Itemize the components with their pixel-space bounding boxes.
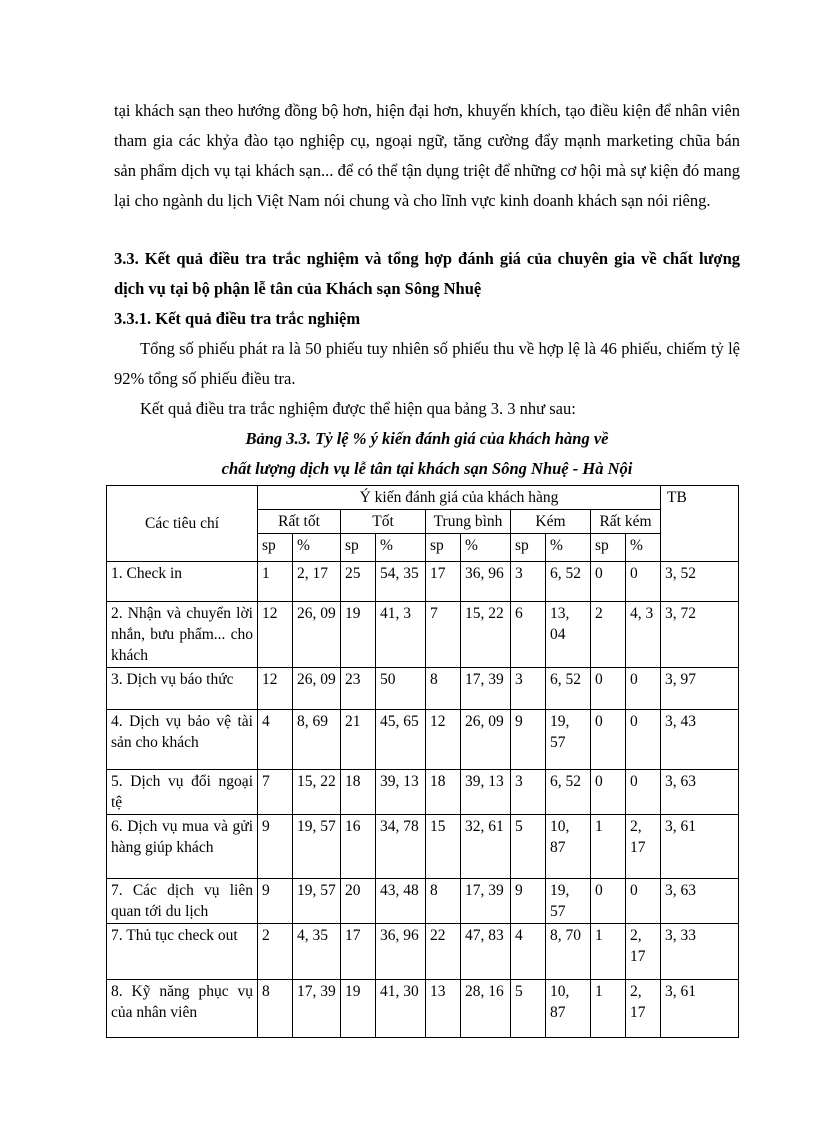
value-cell: 6, 52 <box>546 668 591 710</box>
value-cell: 0 <box>591 562 626 602</box>
value-cell: 9 <box>511 710 546 770</box>
value-cell: 36, 96 <box>376 924 426 980</box>
value-cell: 17 <box>426 562 461 602</box>
value-cell: 47, 83 <box>461 924 511 980</box>
value-cell: 2, 17 <box>293 562 341 602</box>
tb-cell: 3, 72 <box>661 602 739 668</box>
criterion-cell: 2. Nhận và chuyển lời nhắn, bưu phẩm... cho khách <box>107 602 258 668</box>
tb-cell: 3, 61 <box>661 980 739 1038</box>
table-row <box>107 562 739 602</box>
value-cell: 8 <box>426 668 461 710</box>
table-row <box>107 924 739 980</box>
survey-results-table <box>106 485 739 1038</box>
value-cell: 4 <box>258 710 293 770</box>
value-cell: 41, 30 <box>376 980 426 1038</box>
table-row <box>107 770 739 815</box>
value-cell: 0 <box>591 879 626 924</box>
value-cell: 26, 09 <box>293 668 341 710</box>
value-cell: 6, 52 <box>546 562 591 602</box>
value-cell: 8 <box>258 980 293 1038</box>
pct-header: % <box>461 534 511 562</box>
paragraph-survey-intro: Kết quả điều tra trắc nghiệm được thể hiện qua bảng 3. 3 như sau: <box>140 399 576 418</box>
value-cell: 15 <box>426 815 461 879</box>
pct-header: % <box>376 534 426 562</box>
value-cell: 8, 70 <box>546 924 591 980</box>
criterion-cell: 1. Check in <box>107 562 258 602</box>
tb-cell: 3, 33 <box>661 924 739 980</box>
value-cell: 20 <box>341 879 376 924</box>
tb-cell: 3, 63 <box>661 770 739 815</box>
sp-header: sp <box>426 534 461 562</box>
criterion-cell: 5. Dịch vụ đổi ngoại tệ <box>107 770 258 815</box>
value-cell: 0 <box>591 710 626 770</box>
value-cell: 2, 17 <box>626 815 661 879</box>
value-cell: 0 <box>626 770 661 815</box>
value-cell: 2, 17 <box>626 980 661 1038</box>
criterion-cell: 7. Các dịch vụ liên quan tới du lịch <box>107 879 258 924</box>
value-cell: 9 <box>258 815 293 879</box>
value-cell: 22 <box>426 924 461 980</box>
table-row <box>107 879 739 924</box>
paragraph-survey-count: Tổng số phiếu phát ra là 50 phiếu tuy nhiên số phiếu thu về hợp lệ là 46 phiếu, chiếm tỷ lệ 92% tổng số phiếu điều tra. <box>114 339 740 388</box>
value-cell: 19, 57 <box>293 879 341 924</box>
value-cell: 0 <box>626 710 661 770</box>
value-cell: 12 <box>258 668 293 710</box>
value-cell: 2, 17 <box>626 924 661 980</box>
value-cell: 15, 22 <box>293 770 341 815</box>
value-cell: 50 <box>376 668 426 710</box>
value-cell: 39, 13 <box>376 770 426 815</box>
value-cell: 36, 96 <box>461 562 511 602</box>
subsection-heading: 3.3.1. Kết quả điều tra trắc nghiệm <box>114 309 361 328</box>
pct-header: % <box>626 534 661 562</box>
value-cell: 17, 39 <box>461 879 511 924</box>
value-cell: 3 <box>511 668 546 710</box>
group-header: Kém <box>511 510 591 534</box>
value-cell: 0 <box>626 668 661 710</box>
tb-cell: 3, 52 <box>661 562 739 602</box>
tb-cell: 3, 61 <box>661 815 739 879</box>
value-cell: 43, 48 <box>376 879 426 924</box>
value-cell: 32, 61 <box>461 815 511 879</box>
table-row <box>107 668 739 710</box>
value-cell: 19 <box>341 602 376 668</box>
criterion-cell: 4. Dịch vụ bảo vệ tài sản cho khách <box>107 710 258 770</box>
value-cell: 21 <box>341 710 376 770</box>
value-cell: 7 <box>258 770 293 815</box>
pct-header: % <box>546 534 591 562</box>
value-cell: 3 <box>511 562 546 602</box>
sp-header: sp <box>258 534 293 562</box>
group-header: Rất kém <box>591 510 661 534</box>
value-cell: 45, 65 <box>376 710 426 770</box>
value-cell: 13 <box>426 980 461 1038</box>
section-heading: 3.3. Kết quả điều tra trắc nghiệm và tổng hợp đánh giá của chuyên gia về chất lượng dịch vụ tại bộ phận lễ tân của Khách sạn Sông Nhuệ <box>114 249 740 298</box>
value-cell: 8, 69 <box>293 710 341 770</box>
criterion-cell: 6. Dịch vụ mua và gửi hàng giúp khách <box>107 815 258 879</box>
group-header: Trung bình <box>426 510 511 534</box>
value-cell: 17 <box>341 924 376 980</box>
criterion-cell: 3. Dịch vụ báo thức <box>107 668 258 710</box>
value-cell: 1 <box>258 562 293 602</box>
value-cell: 18 <box>341 770 376 815</box>
value-cell: 12 <box>258 602 293 668</box>
value-cell: 0 <box>591 770 626 815</box>
table-header-row-1 <box>107 486 739 510</box>
value-cell: 54, 35 <box>376 562 426 602</box>
value-cell: 17, 39 <box>461 668 511 710</box>
group-header: Rất tốt <box>258 510 341 534</box>
table-caption-line-1: Bảng 3.3. Tỷ lệ % ý kiến đánh giá của khách hàng về <box>245 429 609 448</box>
pct-header: % <box>293 534 341 562</box>
value-cell: 4, 35 <box>293 924 341 980</box>
tb-cell: 3, 43 <box>661 710 739 770</box>
value-cell: 15, 22 <box>461 602 511 668</box>
value-cell: 2 <box>591 602 626 668</box>
value-cell: 0 <box>591 668 626 710</box>
criterion-cell: 7. Thủ tục check out <box>107 924 258 980</box>
value-cell: 19, 57 <box>293 815 341 879</box>
sp-header: sp <box>511 534 546 562</box>
value-cell: 23 <box>341 668 376 710</box>
value-cell: 1 <box>591 815 626 879</box>
value-cell: 8 <box>426 879 461 924</box>
criteria-header: Các tiêu chí <box>107 486 258 562</box>
criterion-cell: 8. Kỹ năng phục vụ của nhân viên <box>107 980 258 1038</box>
value-cell: 34, 78 <box>376 815 426 879</box>
value-cell: 19 <box>341 980 376 1038</box>
value-cell: 3 <box>511 770 546 815</box>
tb-header: TB <box>661 486 739 562</box>
value-cell: 9 <box>258 879 293 924</box>
table-row <box>107 602 739 668</box>
value-cell: 10, 87 <box>546 980 591 1038</box>
value-cell: 16 <box>341 815 376 879</box>
value-cell: 18 <box>426 770 461 815</box>
value-cell: 12 <box>426 710 461 770</box>
value-cell: 2 <box>258 924 293 980</box>
value-cell: 1 <box>591 980 626 1038</box>
value-cell: 1 <box>591 924 626 980</box>
value-cell: 19, 57 <box>546 879 591 924</box>
group-header: Tốt <box>341 510 426 534</box>
value-cell: 17, 39 <box>293 980 341 1038</box>
value-cell: 26, 09 <box>461 710 511 770</box>
value-cell: 10, 87 <box>546 815 591 879</box>
sp-header: sp <box>591 534 626 562</box>
sp-header: sp <box>341 534 376 562</box>
value-cell: 9 <box>511 879 546 924</box>
value-cell: 13, 04 <box>546 602 591 668</box>
table-row <box>107 710 739 770</box>
value-cell: 5 <box>511 980 546 1038</box>
table-row <box>107 815 739 879</box>
value-cell: 41, 3 <box>376 602 426 668</box>
value-cell: 4, 3 <box>626 602 661 668</box>
value-cell: 28, 16 <box>461 980 511 1038</box>
value-cell: 25 <box>341 562 376 602</box>
value-cell: 0 <box>626 562 661 602</box>
value-cell: 7 <box>426 602 461 668</box>
tb-cell: 3, 63 <box>661 879 739 924</box>
value-cell: 0 <box>626 879 661 924</box>
value-cell: 5 <box>511 815 546 879</box>
value-cell: 39, 13 <box>461 770 511 815</box>
intro-paragraph: tại khách sạn theo hướng đồng bộ hơn, hiện đại hơn, khuyến khích, tạo điều kiện để nhân viên tham gia các khỷa đào tạo nghiệp cụ, ngoại ngữ, tăng cường đẩy mạnh marketing chũa bán sản phẩm dịch vụ tại khách sạn... để có thể tận dụng triệt để những cơ hội mà sự kiện đó mang lại cho ngành du lịch Việt Nam nói chung và cho lĩnh vực kinh doanh khách sạn nói riêng. <box>114 101 740 210</box>
value-cell: 19, 57 <box>546 710 591 770</box>
table-row <box>107 980 739 1038</box>
value-cell: 4 <box>511 924 546 980</box>
value-cell: 26, 09 <box>293 602 341 668</box>
tb-cell: 3, 97 <box>661 668 739 710</box>
opinion-header: Ý kiến đánh giá của khách hàng <box>258 486 661 510</box>
table-caption-line-2: chất lượng dịch vụ lễ tân tại khách sạn Sông Nhuệ - Hà Nội <box>221 459 633 478</box>
value-cell: 6, 52 <box>546 770 591 815</box>
value-cell: 6 <box>511 602 546 668</box>
